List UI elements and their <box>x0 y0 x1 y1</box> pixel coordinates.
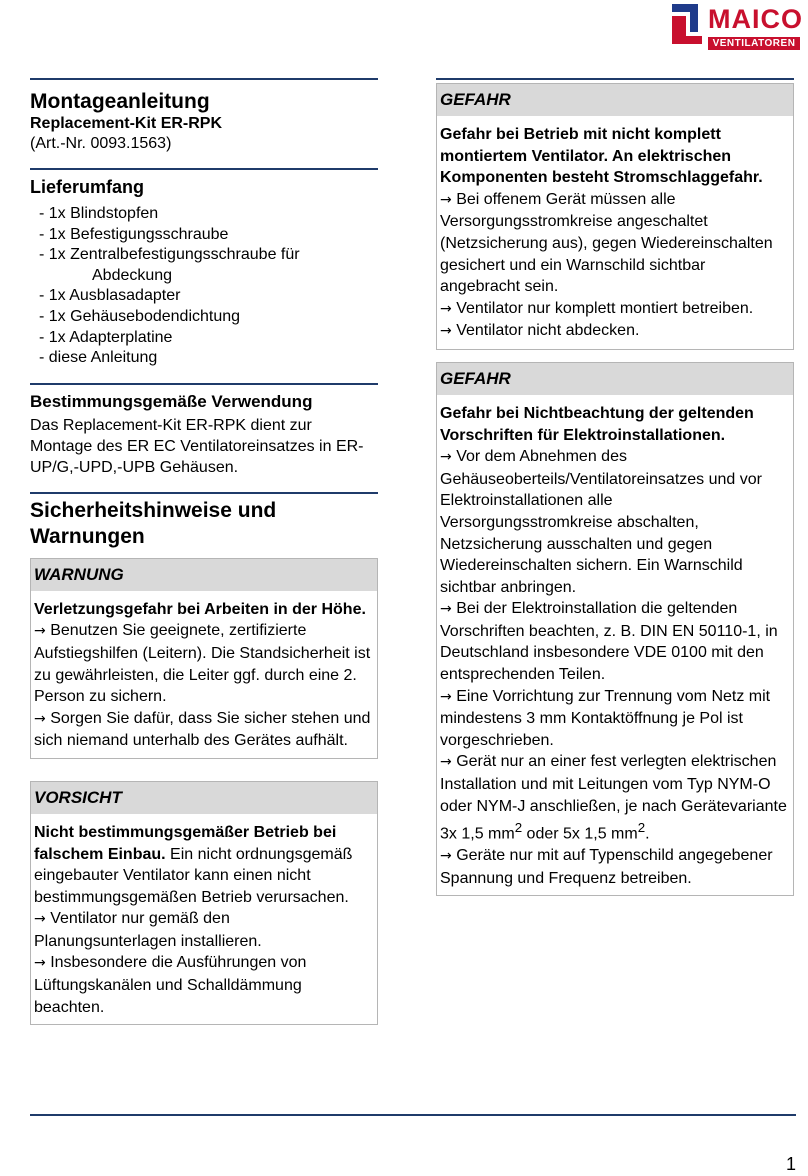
warning-item: → Sorgen Sie dafür, dass Sie sicher stehen und sich niemand unterhalb des Gerätes aufhält. <box>34 709 371 750</box>
warning-title: Verletzungsgefahr bei Arbeiten in der Höhe. <box>34 600 366 618</box>
danger-item: → Ventilator nur komplett montiert betreiben. <box>440 299 754 317</box>
warning-label: WARNUNG <box>31 559 377 591</box>
arrow-right-icon: → <box>440 323 452 340</box>
rule-scope <box>30 168 378 170</box>
danger-item: → Ventilator nicht abdecken. <box>440 322 640 340</box>
caution-item: → Insbesondere die Ausführungen von Lüftungskanälen und Schalldämmung beachten. <box>34 954 307 1016</box>
maico-logo <box>668 2 803 50</box>
list-item: - 1x Adapterplatine <box>39 328 173 346</box>
danger-body-2 <box>437 395 793 895</box>
brand-sub: VENTILATOREN <box>708 37 800 50</box>
rule-usage <box>30 383 378 385</box>
danger-title: Gefahr bei Betrieb mit nicht komplett montiertem Ventilator. An elektrischen Komponenten besteht Stromschlaggefahr. <box>440 126 763 187</box>
caution-box <box>30 781 378 1025</box>
arrow-right-icon: → <box>34 911 46 928</box>
arrow-right-icon: → <box>440 191 452 208</box>
arrow-right-icon: → <box>440 449 452 466</box>
brand-name: MAICO <box>708 4 803 34</box>
article-number: (Art.-Nr. 0093.1563) <box>30 135 172 152</box>
list-item: - 1x Blindstopfen <box>39 205 159 222</box>
warning-body <box>31 591 377 758</box>
arrow-right-icon: → <box>440 688 452 705</box>
footer-rule <box>30 1114 796 1116</box>
danger-box-2 <box>436 362 794 896</box>
caution-title: Nicht bestimmungsgemäßer Betrieb bei falschem Einbau. <box>34 823 337 863</box>
list-item: - 1x Ausblasadapter <box>39 287 181 305</box>
top-rule-right <box>436 78 794 80</box>
arrow-right-icon: → <box>34 955 46 972</box>
list-item <box>39 245 378 286</box>
usage-heading: Bestimmungsgemäße Verwendung <box>30 391 313 411</box>
arrow-right-icon: → <box>34 623 46 640</box>
right-column <box>436 78 794 896</box>
caution-item: → Ventilator nur gemäß den Planungsunterlagen installieren. <box>34 910 262 950</box>
maico-logo-mark-icon <box>668 2 706 46</box>
warning-item: → Benutzen Sie geeignete, zertifizierte Aufstiegshilfen (Leitern). Die Standsicherheit ist zu gewährleisten, die Leiter ggf. durch eine 2. Person zu sichern. <box>34 622 371 706</box>
danger-label: GEFAHR <box>437 84 793 116</box>
arrow-right-icon: → <box>440 300 452 317</box>
left-column <box>30 78 378 1025</box>
arrow-right-icon: → <box>34 710 46 727</box>
caution-body <box>31 814 377 1024</box>
list-item: - diese Anleitung <box>39 349 158 367</box>
danger-body-1 <box>437 116 793 349</box>
document-subtitle: Replacement-Kit ER-RPK <box>30 115 223 132</box>
list-item-text: - 1x Zentralbefestigungsschraube für <box>39 246 300 264</box>
rule-safety <box>30 492 378 494</box>
danger-item: → Geräte nur mit auf Typenschild angegebener Spannung und Frequenz betreiben. <box>440 847 773 887</box>
list-item: - 1x Gehäusebodendichtung <box>39 307 241 325</box>
danger-item: → Gerät nur an einer fest verlegten elektrischen Installation und mit Leitungen vom Typ NYM-O oder NYM-J anschließen, je nach Gerätevariante 3x 1,5 $mm^2$ oder 5x 1,5 $mm^2$. <box>440 753 787 843</box>
page-number: 1 <box>785 1154 796 1174</box>
warning-box <box>30 558 378 759</box>
list-item: - 1x Befestigungsschraube <box>39 225 229 243</box>
danger-box-1 <box>436 83 794 350</box>
document-title: Montageanleitung <box>30 90 210 113</box>
danger-item: → Bei der Elektroinstallation die geltenden Vorschriften beachten, z. B. DIN EN 50110-1, in Deutschland insbesondere VDE 0100 mit den entsprechenden Teilen. <box>440 600 778 684</box>
top-rule-left <box>30 78 378 80</box>
danger-item: → Eine Vorrichtung zur Trennung vom Netz mit mindestens 3 mm Kontaktöffnung je Pol ist vorgeschrieben. <box>440 687 771 749</box>
safety-heading: Sicherheitshinweise und Warnungen <box>30 498 277 548</box>
arrow-right-icon: → <box>440 601 452 618</box>
arrow-right-icon: → <box>440 754 452 771</box>
caution-intro <box>34 822 373 908</box>
scope-heading: Lieferumfang <box>30 177 145 197</box>
arrow-right-icon: → <box>440 848 452 865</box>
caution-label: VORSICHT <box>31 782 377 814</box>
scope-list <box>39 204 378 369</box>
danger-title: Gefahr bei Nichtbeachtung der geltenden Vorschriften für Elektroinstallationen. <box>440 404 754 444</box>
usage-text: Das Replacement-Kit ER-RPK dient zur Montage des ER EC Ventilatoreinsatzes in ER-UP/G,-UPD,-UPB Gehäusen. <box>30 416 364 476</box>
danger-label: GEFAHR <box>437 363 793 395</box>
danger-item: → Bei offenem Gerät müssen alle Versorgungsstromkreise angeschaltet (Netzsicherung aus), gegen Wiedereinschalten gesichert und ein Warnschild sichtbar angebracht sein. <box>440 190 773 296</box>
list-item-continuation: Abdeckung <box>92 266 173 284</box>
caution-text: Ein nicht ordnungsgemäß eingebauter Ventilator kann einen nicht bestimmungsgemäßen Betrieb verursachen. <box>34 845 353 906</box>
danger-item: → Vor dem Abnehmen des Gehäuseoberteils/Ventilatoreinsatzes und vor Elektroinstallationen alle Versorgungsstromkreise abschalten, Netzsicherung ausschalten und gegen Wiedereinschalten sichern. Ein Warnschild sichtbar anbringen. <box>440 448 762 596</box>
